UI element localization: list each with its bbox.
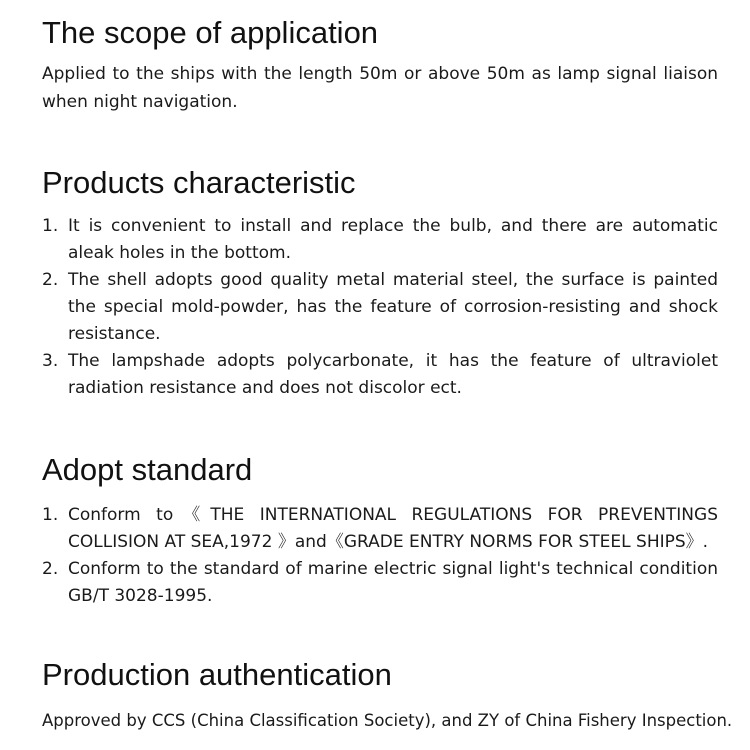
list-number: 2. (42, 270, 59, 290)
standard-list (42, 502, 718, 610)
characteristic-item (42, 348, 718, 402)
list-number: 2. (42, 559, 59, 579)
list-number: 1. (42, 505, 59, 525)
list-item-text: The lampshade adopts polycarbonate, it has the feature of ultraviolet radiation resistance and does not discolor ect. (68, 351, 718, 398)
scope-heading: The scope of application (42, 15, 379, 50)
scope-text: Applied to the ships with the length 50m or above 50m as lamp signal liaison when night navigation. (42, 64, 718, 112)
authentication-text: Approved by CCS (China Classification Society), and ZY of China Fishery Inspection. (42, 711, 733, 730)
authentication-heading: Production authentication (42, 657, 392, 692)
list-number: 3. (42, 351, 59, 371)
list-item-text: The shell adopts good quality metal material steel, the surface is painted the special mold-powder, has the feature of corrosion-resisting and shock resistance. (68, 270, 718, 344)
list-number: 1. (42, 216, 59, 236)
list-item-text: Conform to the standard of marine electric signal light's technical condition GB/T 3028-1995. (68, 559, 718, 606)
standard-item (42, 502, 718, 556)
list-item-text: It is convenient to install and replace the bulb, and there are automatic aleak holes in the bottom. (68, 216, 718, 263)
characteristic-item (42, 267, 718, 348)
standard-item (42, 556, 718, 610)
standard-heading: Adopt standard (42, 452, 253, 487)
characteristic-item (42, 213, 718, 267)
list-item-text: Conform to《THE INTERNATIONAL REGULATIONS FOR PREVENTINGS COLLISION AT SEA,1972 》and《GRADE ENTRY NORMS FOR STEEL SHIPS》. (68, 505, 718, 552)
characteristic-list (42, 213, 718, 402)
characteristic-heading: Products characteristic (42, 165, 356, 200)
